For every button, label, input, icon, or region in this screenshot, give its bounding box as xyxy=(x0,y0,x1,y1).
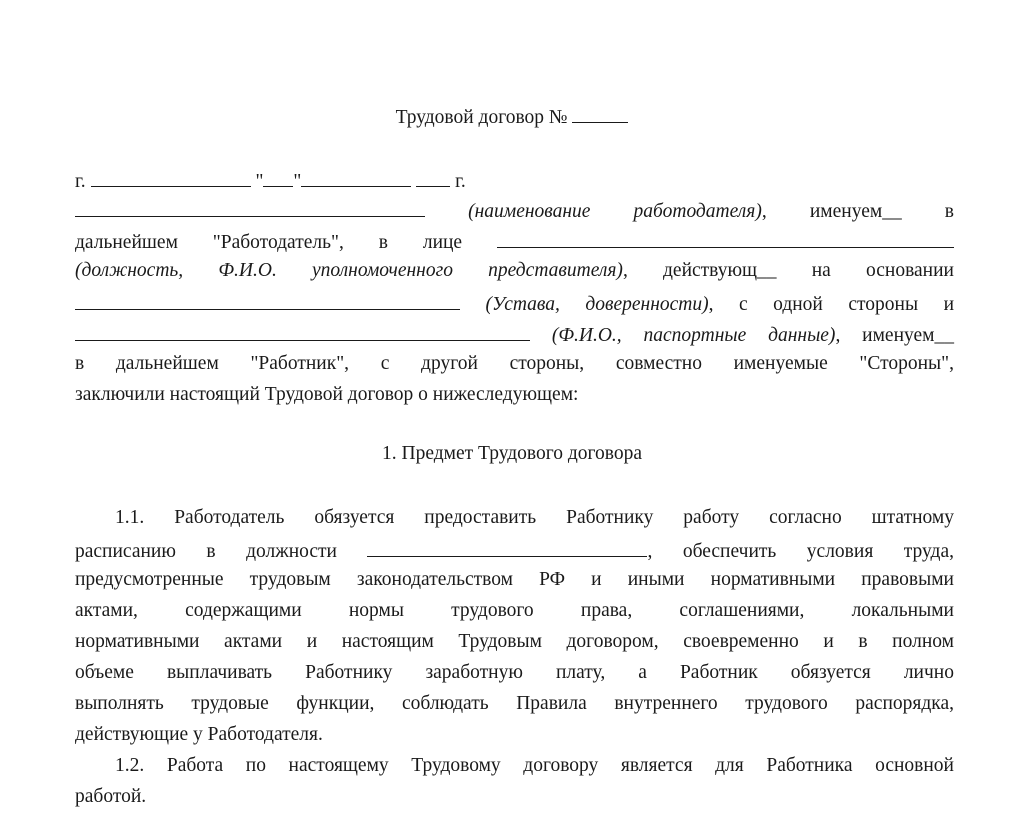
clause-1-1-line-5 xyxy=(75,630,954,654)
preamble-text-3: , действующ__ на основании xyxy=(622,260,954,281)
document-title xyxy=(0,103,1024,130)
clause-1-1-text-7: выполнять трудовые функции, соблюдать Правила внутреннего трудового распорядка, xyxy=(75,693,954,714)
employee-data-hint: (Ф.И.О., паспортные данные) xyxy=(551,325,836,346)
clause-1-1-text-2b: , обеспечить условия труда, xyxy=(647,541,955,562)
clause-1-1-text-8: действующие у Работодателя. xyxy=(75,724,323,745)
preamble-line-4 xyxy=(75,290,954,317)
clause-1-1-text-1: 1.1. Работодатель обязуется предоставить Работнику работу согласно штатному xyxy=(115,507,954,528)
preamble-line-7 xyxy=(75,383,954,407)
city-prefix: г. xyxy=(75,171,86,192)
clause-1-1-line-1 xyxy=(115,506,954,530)
preamble-text-6: в дальнейшем "Работник", с другой стороны, совместно именуемые "Стороны", xyxy=(75,353,954,374)
preamble-line-5 xyxy=(75,321,954,348)
clause-1-1-text-5: нормативными актами и настоящим Трудовым договором, своевременно и в полном xyxy=(75,631,954,652)
contract-number-blank xyxy=(572,103,628,123)
clause-1-1-text-2a: расписанию в должности xyxy=(75,541,337,562)
clause-1-1-text-6: объеме выплачивать Работнику заработную плату, а Работник обязуется лично xyxy=(75,662,954,683)
preamble-text-2: дальнейшем "Работодатель", в лице xyxy=(75,232,463,253)
basis-document-blank xyxy=(75,290,460,310)
employer-name-blank xyxy=(75,197,425,217)
quote-close: " xyxy=(293,171,302,192)
position-blank xyxy=(367,537,647,557)
clause-1-2-line-2 xyxy=(75,785,954,809)
section-1-heading xyxy=(0,442,1024,466)
preamble-text-1: , именуем__ в xyxy=(761,201,955,222)
preamble-line-1 xyxy=(75,197,954,224)
clause-1-1-line-3 xyxy=(75,568,954,592)
employee-data-blank xyxy=(75,321,530,341)
clause-1-1-line-4 xyxy=(75,599,954,623)
clause-1-2-text-2: работой. xyxy=(75,786,147,807)
basis-document-hint: (Устава, доверенности) xyxy=(485,294,709,315)
section-1-heading-text: 1. Предмет Трудового договора xyxy=(381,443,643,464)
preamble-text-5: , именуем__ xyxy=(835,325,954,346)
clause-1-1-text-3: предусмотренные трудовым законодательством РФ и иными нормативными правовыми xyxy=(75,569,954,590)
clause-1-1-line-7 xyxy=(75,692,954,716)
representative-hint: (должность, Ф.И.О. уполномоченного представителя) xyxy=(75,260,623,281)
day-blank xyxy=(263,167,293,187)
clause-1-2-line-1 xyxy=(115,754,954,778)
representative-blank xyxy=(497,228,954,248)
clause-1-1-line-8 xyxy=(75,723,954,747)
city-blank xyxy=(91,167,251,187)
employer-name-hint: (наименование работодателя) xyxy=(468,201,762,222)
preamble-line-2 xyxy=(75,228,954,255)
preamble-text-7: заключили настоящий Трудовой договор о нижеследующем: xyxy=(75,384,579,405)
preamble-line-6 xyxy=(75,352,954,376)
month-blank xyxy=(301,167,411,187)
clause-1-1-line-6 xyxy=(75,661,954,685)
clause-1-1-text-4: актами, содержащими нормы трудового права, соглашениями, локальными xyxy=(75,600,954,621)
place-date-line xyxy=(75,167,954,194)
preamble-line-3 xyxy=(75,259,954,283)
preamble-text-4: , с одной стороны и xyxy=(708,294,955,315)
year-suffix: г. xyxy=(455,171,466,192)
title-text: Трудовой договор № xyxy=(395,107,568,128)
year-blank xyxy=(416,167,450,187)
clause-1-1-line-2 xyxy=(75,537,954,564)
clause-1-2-text-1: 1.2. Работа по настоящему Трудовому договору является для Работника основной xyxy=(115,755,954,776)
quote-open: " xyxy=(255,171,264,192)
